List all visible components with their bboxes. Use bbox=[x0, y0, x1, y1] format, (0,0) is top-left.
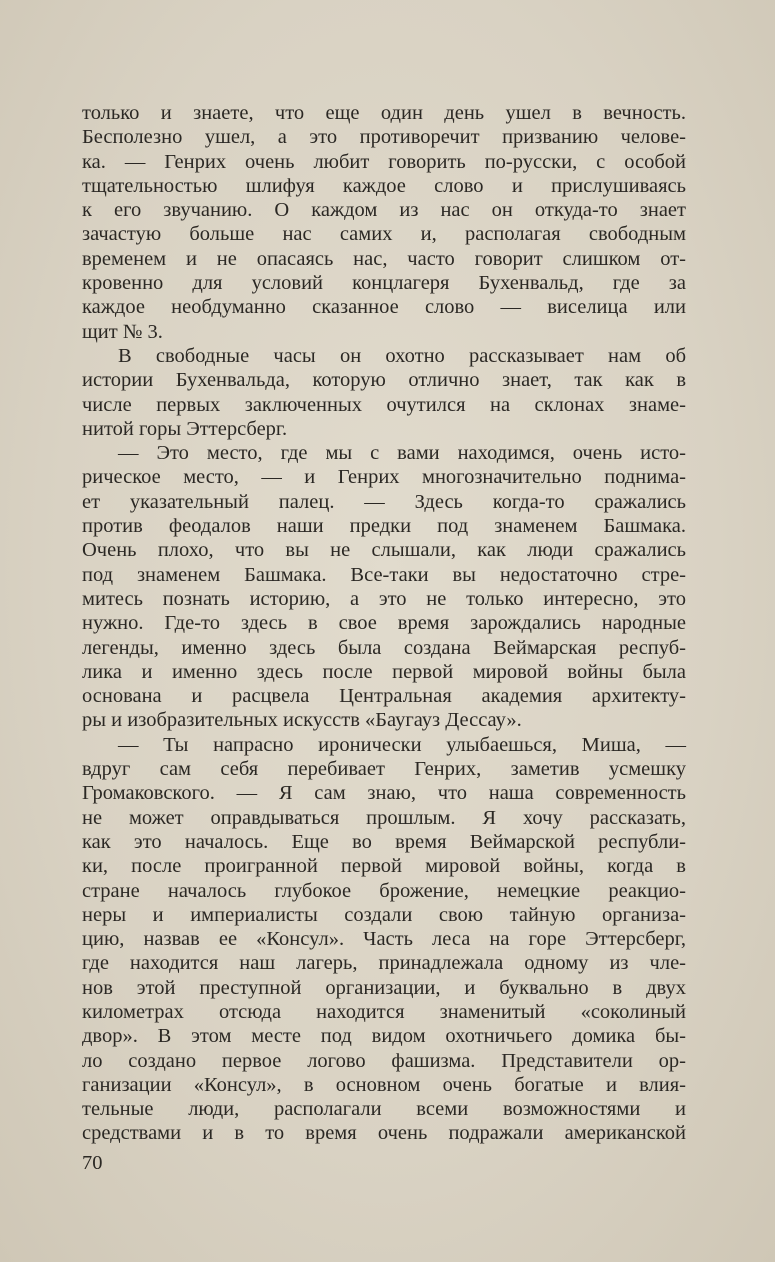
text-line: километрах отсюда находится знаменитый «соколиный bbox=[82, 1000, 686, 1023]
text-line: щит № 3. bbox=[82, 320, 163, 343]
text-line: лика и именно здесь после первой мировой войны была bbox=[82, 660, 686, 683]
text-line: тельные люди, располагали всеми возможностями и bbox=[82, 1098, 686, 1121]
text-line: двор». В этом месте под видом охотничьего домика бы- bbox=[82, 1025, 686, 1048]
text-line: основана и расцвела Центральная академия архитекту- bbox=[82, 685, 686, 708]
text-line: ганизации «Консул», в основном очень богатые и влия- bbox=[82, 1073, 686, 1096]
text-line: к его звучанию. О каждом из нас он откуда-то знает bbox=[82, 199, 686, 222]
text-line: ка. — Генрих очень любит говорить по-русски, с особой bbox=[82, 150, 686, 173]
text-line: истории Бухенвальда, которую отлично знает, так как в bbox=[82, 369, 686, 392]
text-line: ет указательный палец. — Здесь когда-то сражались bbox=[82, 490, 686, 513]
text-line: Бесполезно ушел, а это противоречит призванию челове- bbox=[82, 126, 686, 149]
text-line: где находится наш лагерь, принадлежала одному из чле- bbox=[82, 952, 686, 975]
text-line: зачастую больше нас самих и, располагая свободным bbox=[82, 223, 686, 246]
text-line: — Ты напрасно иронически улыбаешься, Миша, — bbox=[118, 733, 686, 756]
text-line: против феодалов наши предки под знаменем Башмака. bbox=[82, 515, 686, 538]
text-line: митесь познать историю, а это не только интересно, это bbox=[82, 587, 686, 610]
body-text bbox=[82, 101, 686, 1146]
text-line: как это началось. Еще во время Веймарской республи- bbox=[82, 830, 686, 853]
text-line: ки, после проигранной первой мировой войны, когда в bbox=[82, 855, 686, 878]
text-line: легенды, именно здесь была создана Веймарская респуб- bbox=[82, 636, 686, 659]
text-line: нов этой преступной организации, и буквально в двух bbox=[82, 976, 686, 999]
text-line: не может оправдываться прошлым. Я хочу рассказать, bbox=[82, 806, 686, 829]
text-line: под знаменем Башмака. Все-таки вы недостаточно стре- bbox=[82, 563, 686, 586]
text-line: рическое место, — и Генрих многозначительно поднима- bbox=[82, 466, 686, 489]
text-line: ры и изобразительных искусств «Баугауз Дессау». bbox=[82, 709, 522, 732]
text-line: тщательностью шлифуя каждое слово и прислушиваясь bbox=[82, 174, 686, 197]
text-line: — Это место, где мы с вами находимся, очень исто- bbox=[118, 442, 686, 465]
text-line: Очень плохо, что вы не слышали, как люди сражались bbox=[82, 539, 686, 562]
text-line: ло создано первое логово фашизма. Представители ор- bbox=[82, 1049, 686, 1072]
text-line: кровенно для условий концлагеря Бухенвальд, где за bbox=[82, 272, 686, 295]
text-line: цию, назвав ее «Консул». Часть леса на горе Эттерсберг, bbox=[82, 928, 686, 951]
text-line: нитой горы Эттерсберг. bbox=[82, 417, 288, 440]
text-line: неры и империалисты создали свою тайную организа- bbox=[82, 903, 686, 926]
text-line: В свободные часы он охотно рассказывает нам об bbox=[118, 344, 686, 367]
text-line: каждое необдуманно сказанное слово — виселица или bbox=[82, 296, 686, 319]
text-line: нужно. Где-то здесь в свое время зарождались народные bbox=[82, 612, 686, 635]
text-line: временем и не опасаясь нас, часто говорит слишком от- bbox=[82, 247, 686, 270]
text-line: стране началось глубокое брожение, немецкие реакцио- bbox=[82, 879, 686, 902]
text-line: только и знаете, что еще один день ушел в вечность. bbox=[82, 102, 686, 124]
text-line: средствами и в то время очень подражали американской bbox=[82, 1122, 686, 1145]
text-line: числе первых заключенных очутился на склонах знаме- bbox=[82, 393, 686, 416]
text-line: вдруг сам себя перебивает Генрих, заметив усмешку bbox=[82, 758, 686, 781]
page-number: 70 bbox=[82, 1152, 103, 1174]
text-line: Громаковского. — Я сам знаю, что наша современность bbox=[82, 782, 686, 805]
